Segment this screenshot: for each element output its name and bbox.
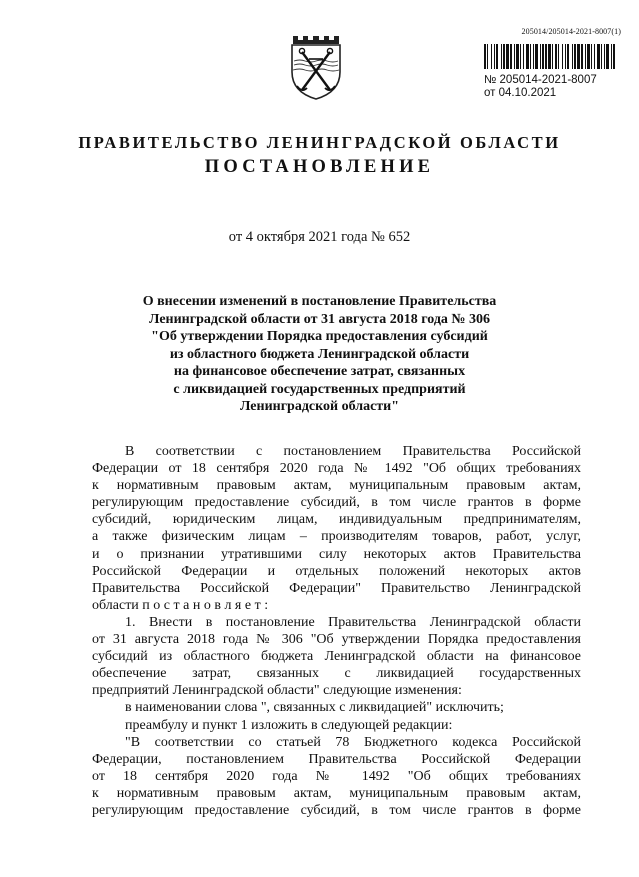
- body-line: в наименовании слова ", связанных с ликвидацией" исключить;: [125, 700, 504, 716]
- registry-top-number: 205014/205014-2021-8007(1): [521, 27, 621, 36]
- document-body: [92, 443, 581, 819]
- barcode-icon: [484, 44, 616, 69]
- body-line: Правительства Российской Федерации" Правительство Ленинградской: [92, 580, 581, 596]
- body-line: предприятий Ленинградской области" следующие изменения:: [92, 683, 462, 699]
- body-line: а также физическим лицам – производителям товаров, работ, услуг,: [92, 529, 581, 545]
- leningrad-oblast-coat-of-arms-icon: [287, 32, 345, 102]
- document-date-number: от 4 октября 2021 года № 652: [228, 229, 411, 245]
- body-line: субсидий из областного бюджета Ленинградской области на финансовое: [92, 649, 581, 665]
- body-line: регулирующим предоставление субсидий, в том числе грантов в форме: [92, 495, 581, 511]
- subject-line: с ликвидацией государственных предприятий: [173, 381, 466, 397]
- body-line: от 18 сентября 2020 года № 1492 "Об общих требованиях: [92, 768, 581, 784]
- body-line: Федерации от 18 сентября 2020 года № 1492 "Об общих требованиях: [92, 461, 581, 477]
- body-line: обеспечение затрат, связанных с ликвидацией государственных: [92, 666, 581, 682]
- body-line: к нормативным правовым актам, муниципальным правовым актам,: [92, 478, 581, 494]
- registry-date: от 04.10.2021: [484, 87, 557, 99]
- subject-line: "Об утверждении Порядка предоставления субсидий: [151, 329, 488, 344]
- body-line: преамбулу и пункт 1 изложить в следующей редакции:: [125, 717, 453, 733]
- subject-line: Ленинградской области": [239, 399, 400, 414]
- subject-line: О внесении изменений в постановление Правительства: [142, 294, 497, 309]
- body-line: Российской Федерации и отдельных положений некоторых актов: [92, 563, 581, 579]
- document-subject: [90, 293, 549, 416]
- subject-line: Ленинградской области от 31 августа 2018 года № 306: [149, 311, 490, 327]
- body-line: Федерации, постановлением Правительства Российской Федерации: [92, 751, 581, 767]
- body-line: к нормативным правовым актам, муниципальным правовым актам,: [92, 785, 581, 801]
- registry-number-block: [484, 74, 597, 100]
- subject-line: из областного бюджета Ленинградской области: [169, 346, 470, 362]
- body-line: субсидий, юридическим лицам, индивидуальным предпринимателям,: [92, 512, 581, 528]
- body-line: от 31 августа 2018 года № 306 "Об утверждении Порядка предоставления: [92, 632, 581, 648]
- body-line: и о признании утратившими силу некоторых актов Правительства: [92, 546, 581, 562]
- body-line: 1. Внести в постановление Правительства Ленинградской области: [125, 614, 581, 630]
- body-line: В соответствии с постановлением Правительства Российской: [125, 444, 581, 459]
- document-type: ПОСТАНОВЛЕНИЕ: [204, 157, 435, 177]
- body-line: регулирующим предоставление субсидий, в том числе грантов в форме: [92, 802, 581, 818]
- registry-number: № 205014-2021-8007: [484, 74, 597, 86]
- subject-line: на финансовое обеспечение затрат, связанных: [173, 364, 466, 379]
- body-line: "В соответствии со статьей 78 Бюджетного кодекса Российской: [125, 734, 581, 750]
- body-line: области п о с т а н о в л я е т :: [92, 597, 269, 613]
- government-title: ПРАВИТЕЛЬСТВО ЛЕНИНГРАДСКОЙ ОБЛАСТИ: [78, 133, 561, 152]
